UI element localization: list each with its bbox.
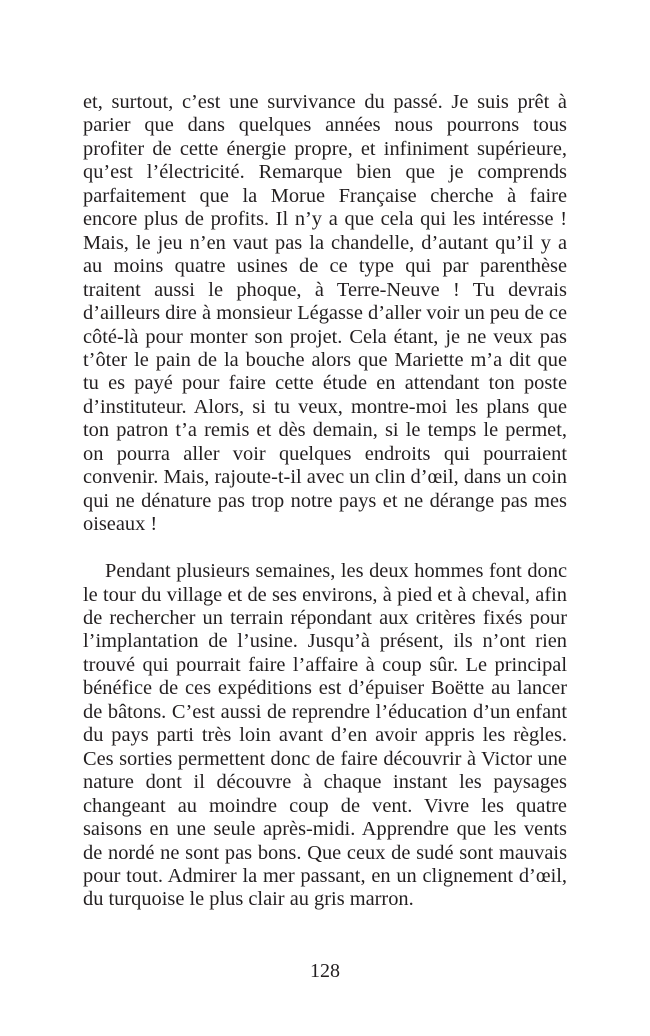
page-number: 128 (310, 960, 340, 982)
paragraph-2: Pendant plusieurs semaines, les deux hommes font donc le tour du village et de ses environs, à pied et à cheval, afin de rechercher un terrain répondant aux critères fixés pour l’implantation de l’usine. Jusqu’à présent, ils n’ont rien trouvé qui pourrait faire l’affaire à coup sûr. Le principal bénéfice de ces expéditions est d’épuiser Boëtte au lancer de bâtons. C’est aussi de reprendre l’éducation d’un enfant du pays parti très loin avant d’en avoir appris les règles. Ces sorties permettent donc de faire découvrir à Victor une nature dont il découvre à chaque instant les paysages changeant au moindre coup de vent. Vivre les quatre saisons en une seule après-midi. Apprendre que les vents de nordé ne sont pas bons. Que ceux de sudé sont mauvais pour tout. Admirer la mer passant, en un clignement d’œil, du turquoise le plus clair au gris marron. (83, 560, 567, 911)
page-body (83, 91, 567, 912)
paragraph-spacer (83, 537, 567, 561)
paragraph-1: et, surtout, c’est une survivance du passé. Je suis prêt à parier que dans quelques années nous pourrons tous profiter de cette énergie propre, et infiniment supérieure, qu’est l’électricité. Remarque bien que je comprends parfaitement que la Morue Française cherche à faire encore plus de profits. Il n’y a que cela qui les intéresse ! Mais, le jeu n’en vaut pas la chandelle, d’autant qu’il y a au moins quatre usines de ce type qui par parenthèse traitent aussi le phoque, à Terre-Neuve ! Tu devrais d’ailleurs dire à monsieur Légasse d’aller voir un peu de ce côté-là pour monter son projet. Cela étant, je ne veux pas t’ôter le pain de la bouche alors que Mariette m’a dit que tu es payé pour faire cette étude en attendant ton poste d’instituteur. Alors, si tu veux, montre-moi les plans que ton patron t’a remis et dès demain, si le temps le permet, on pourra aller voir quelques endroits qui pourraient convenir. Mais, rajoute-t-il avec un clin d’œil, dans un coin qui ne dénature pas trop notre pays et ne dérange pas mes oiseaux ! (83, 91, 567, 536)
